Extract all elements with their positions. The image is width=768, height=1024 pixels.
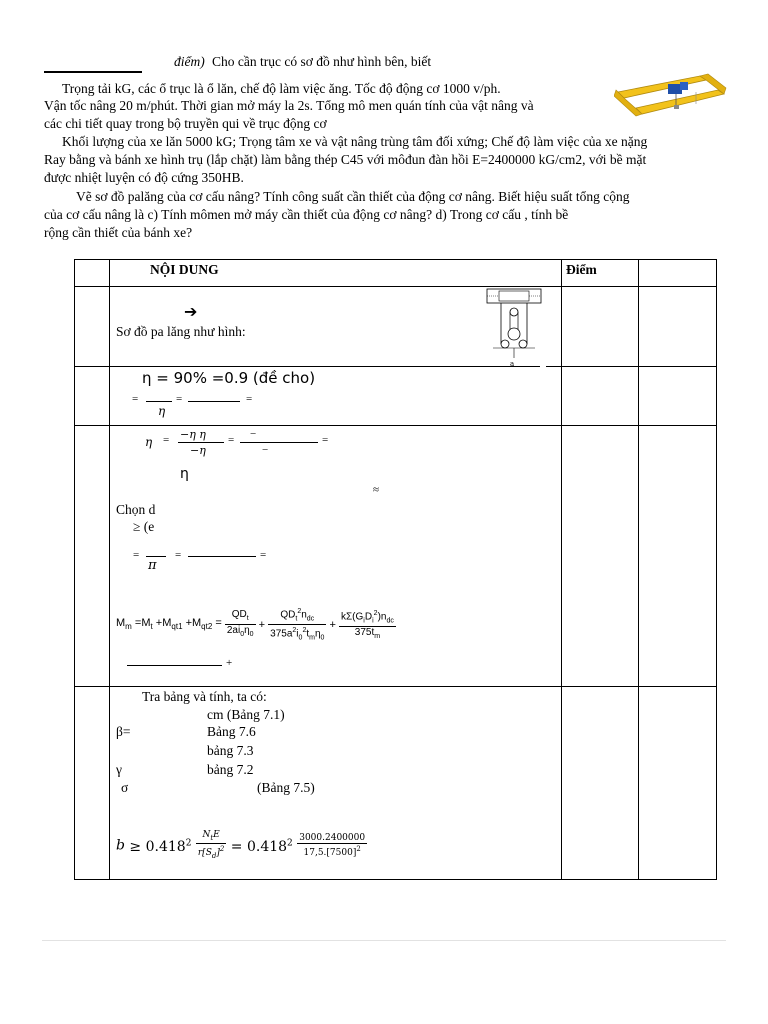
row2-frac-bar-1 (146, 401, 172, 402)
row4-line-1: cm (Bảng 7.1) (207, 707, 285, 722)
row3-eta: η (145, 435, 153, 449)
pi-frac-bar-1 (146, 556, 166, 557)
table-header-content: NỘI DUNG (150, 262, 219, 277)
table-col-divider-2 (561, 259, 562, 880)
table-header-score: Điểm (566, 262, 597, 277)
row3-num1: −η η (180, 428, 206, 441)
pulley-block-diagram (483, 286, 545, 370)
chon-d: Chọn d (116, 502, 156, 517)
row3-den1: −η (190, 444, 206, 457)
diagram-gap (540, 366, 546, 367)
pi-eq-mid: = (175, 549, 182, 561)
text-line-3: các chi tiết quay trong bộ truyền qui về trục động cơ (44, 116, 327, 131)
table-col-divider-1 (109, 259, 110, 880)
row4-line-4: bảng 7.2 (207, 762, 254, 777)
row4-gamma: γ (116, 762, 122, 777)
question-title: Cho cần trục có sơ đồ như hình bên, biết (212, 54, 432, 69)
text-line-2: Vận tốc nâng 20 m/phút. Thời gian mở máy la 2s. Tổng mô men quán tính của vật nâng và (44, 98, 534, 113)
table-row-divider-2 (74, 366, 717, 367)
arrow-icon: ➔ (184, 304, 198, 321)
text-line-9: rộng cần thiết của bánh xe? (44, 225, 193, 240)
header-rule (44, 71, 142, 73)
row2-eta-den: η (158, 404, 166, 418)
geq-e: ≥ (e (133, 519, 155, 534)
footer-divider (42, 940, 726, 941)
text-line-8: của cơ cấu nâng là c) Tính mômen mở máy cần thiết của động cơ nâng? d) Trong cơ cấu , tính bề (44, 207, 569, 222)
pi-eq-left: = (133, 549, 140, 561)
row3-num2: − (250, 428, 257, 440)
row2-eq-right: = (246, 393, 253, 405)
row2-eq-left: = (132, 393, 139, 405)
text-line-5: Ray bằng và bánh xe hình trụ (lắp chặt) làm bằng thép C45 với môđun đàn hồi E=2400000 kG/cm2, với bề mặt (44, 152, 647, 167)
row4-line-2: Bảng 7.6 (207, 724, 256, 739)
content-table (74, 259, 717, 880)
pi-frac-bar-2 (188, 556, 256, 557)
table-row-divider-1 (74, 286, 717, 287)
pi-eq-right: = (260, 549, 267, 561)
table-row-divider-4 (74, 686, 717, 687)
row3-bottom-frac-bar (127, 665, 222, 666)
row3-eq-end: = (322, 434, 329, 446)
row4-sigma: σ (121, 780, 129, 795)
eta-given: η = 90% =0.9 (đề cho) (142, 369, 316, 387)
row3-eq: = (163, 434, 170, 446)
row4-beta: β= (116, 724, 131, 739)
pi-den: π (148, 558, 157, 573)
row4-line-3: bảng 7.3 (207, 743, 254, 758)
row2-frac-bar-2 (188, 401, 240, 402)
table-col-divider-3 (638, 259, 639, 880)
row3-eta-2: η (180, 466, 189, 482)
overhead-crane-image (614, 72, 728, 122)
diagram-label-a: a (510, 360, 515, 368)
mm-formula: $M_m =M_t +M_{qt1} +M_{qt2}$ = $\frac{QD_t}{2ai_0\eta_0}$ + $\frac{QD_t^2n_{dc}}{375a^2i_0^2t_m\eta_0}$ + $\frac{k\Sigma(G_iD_i^2)n_{dc}}{375t_m}$ (116, 608, 394, 642)
row3-frac-bar-2 (240, 442, 318, 443)
row4-intro: Tra bảng và tính, ta có: (142, 689, 267, 704)
row1-text: Sơ đồ pa lăng như hình: (116, 324, 246, 339)
row3-den2: − (262, 444, 269, 456)
row3-plus: + (226, 657, 233, 669)
text-line-1: Trọng tải kG, các ổ trục là ổ lăn, chế độ làm việc ăng. Tốc độ động cơ 1000 v/ph. (62, 81, 501, 96)
question-prefix: điểm) (174, 54, 205, 69)
row4-line-5: (Bảng 7.5) (257, 780, 315, 795)
row3-eq-2: = (228, 434, 235, 446)
table-row-divider-3 (74, 425, 717, 426)
text-line-6: được nhiệt luyện có độ cứng 350HB. (44, 170, 244, 185)
b-formula: $b \ge 0.418^2$ $\frac{N_tE}{r[S_d]^2}$ = $0.418^2$ $\frac{3000.2400000}{17,5.[7500]^2}$ (116, 830, 366, 860)
text-line-7: Vẽ sơ đồ palăng của cơ cấu nâng? Tính công suất cần thiết của động cơ nâng. Biết hiệu suất tổng cộng (76, 189, 630, 204)
approx-symbol: ≈ (373, 484, 380, 496)
row3-frac-bar-1 (178, 442, 224, 443)
row2-eq-mid: = (176, 393, 183, 405)
text-line-4: Khối lượng của xe lăn 5000 kG; Trọng tâm xe và vật nâng trùng tâm đối xứng; Chế độ làm việc của xe nặng (62, 134, 648, 149)
